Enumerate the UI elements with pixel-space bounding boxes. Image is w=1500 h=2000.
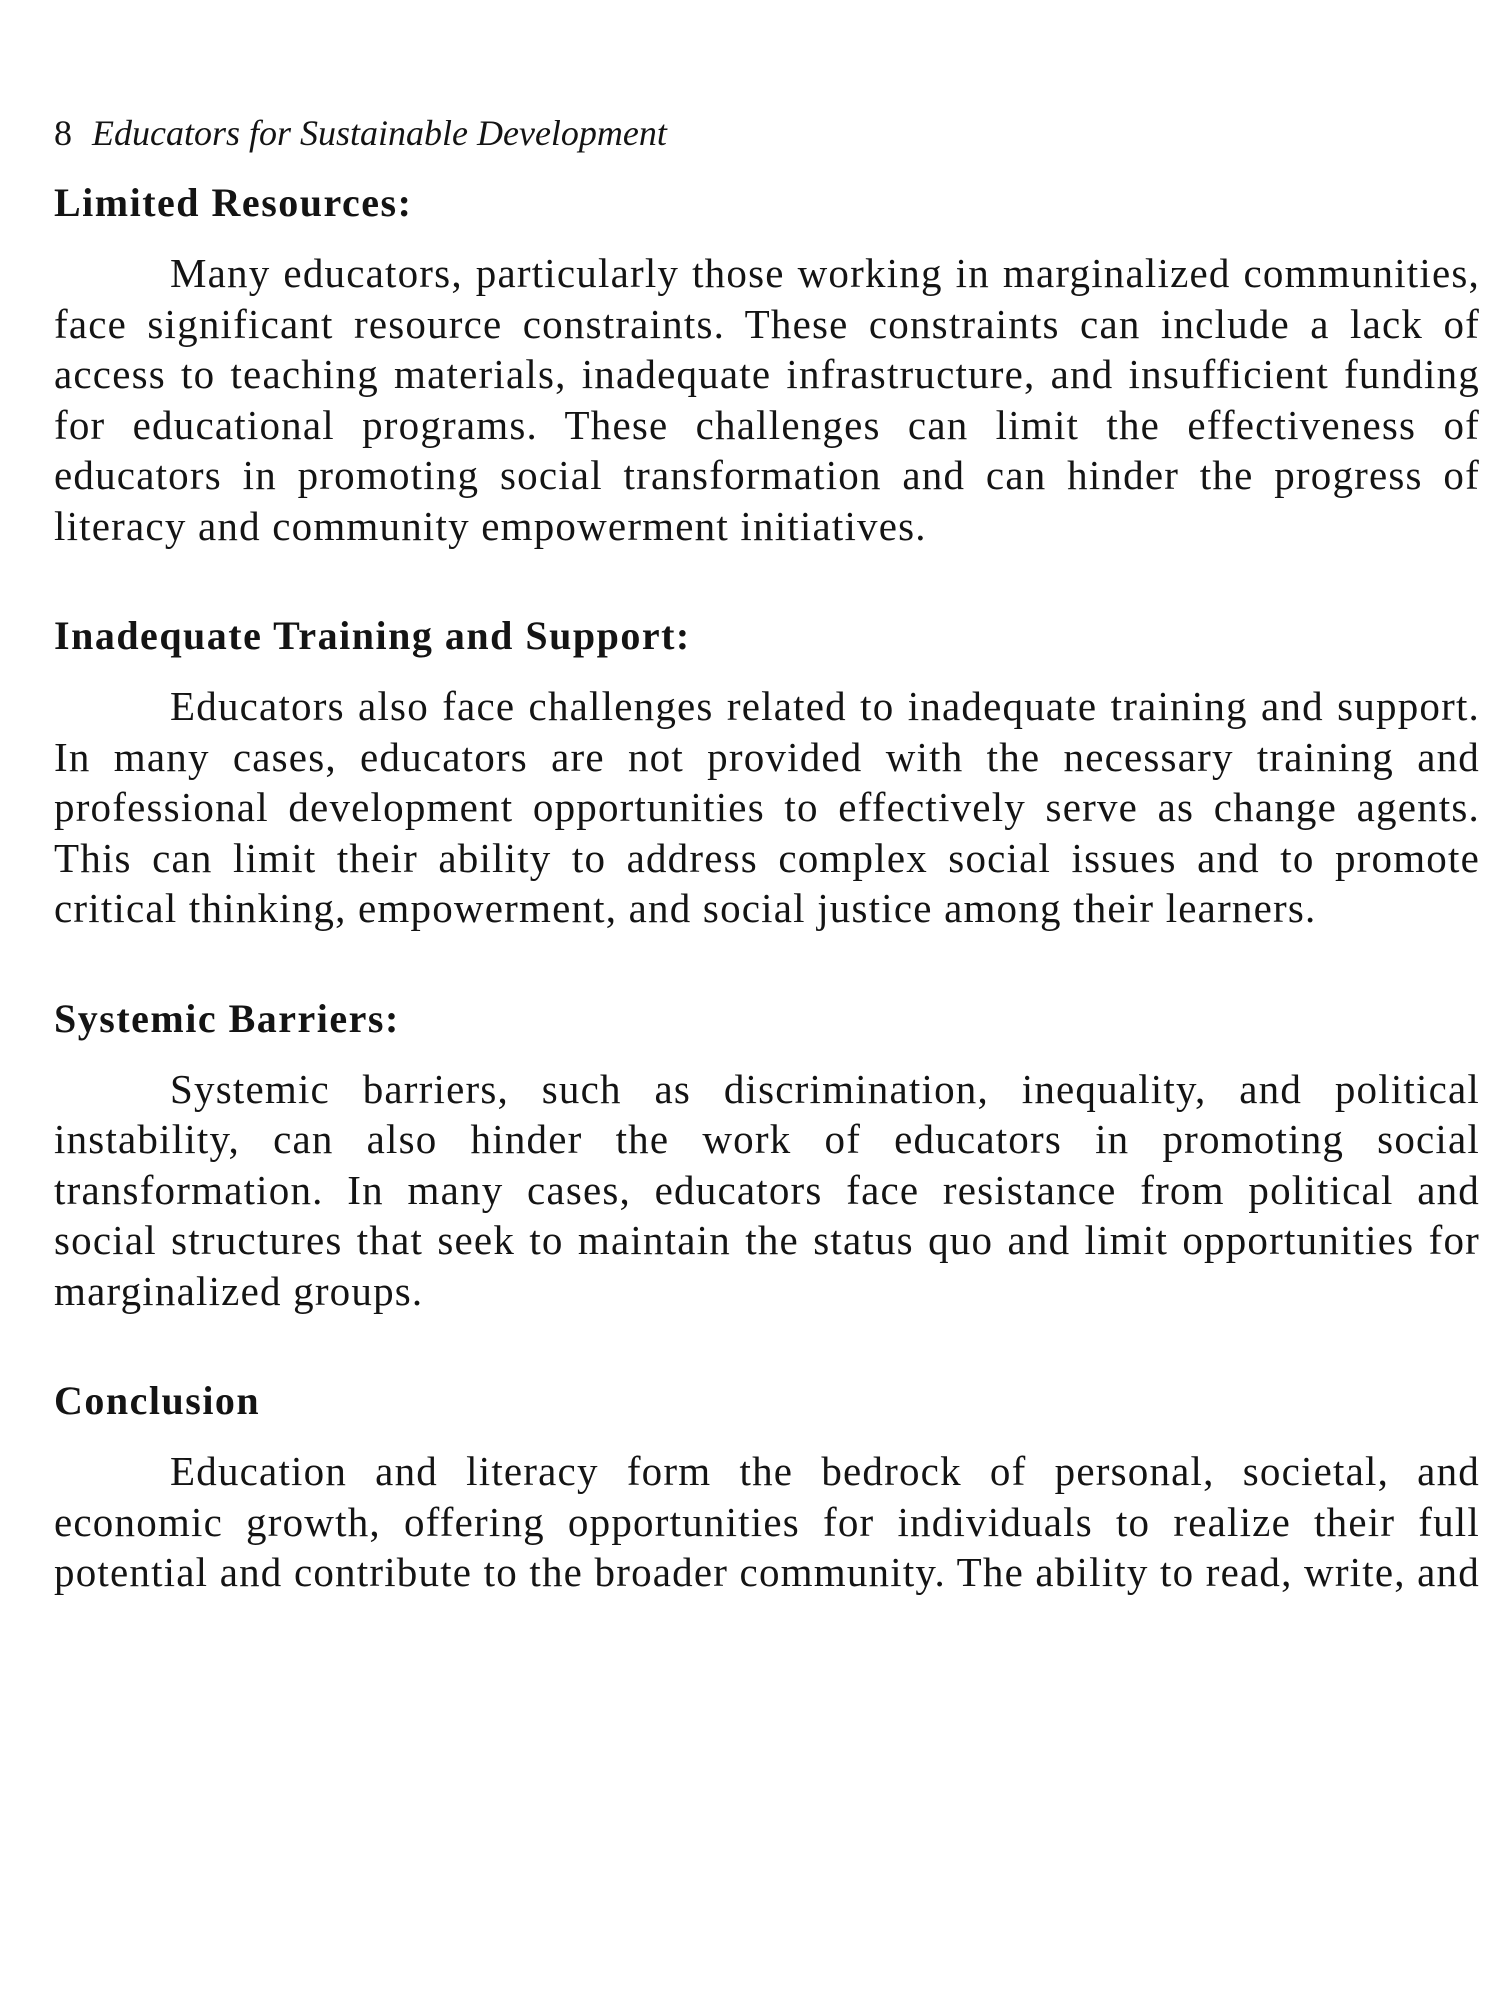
book-page <box>54 110 1480 1598</box>
section-limited-resources <box>54 178 1480 551</box>
section-paragraph: Education and literacy form the bedrock of personal, societal, and economic growth, offering opportunities for individuals to realize their full potential and contribute to the broader community. The ability to read, write, and <box>54 1448 1480 1595</box>
section-paragraph: Systemic barriers, such as discrimination, inequality, and political instability, can also hinder the work of educators in promoting social transformation. In many cases, educators face resistance from political and social structures that seek to maintain the status quo and limit opportunities for marginalized groups. <box>54 1065 1480 1314</box>
section-heading: Inadequate Training and Support: <box>54 613 691 658</box>
section-inadequate-training <box>54 611 1480 934</box>
section-heading: Conclusion <box>54 1378 261 1423</box>
section-heading: Limited Resources: <box>54 180 413 225</box>
section-paragraph: Educators also face challenges related to inadequate training and support. In many cases, educators are not provided with the necessary training and professional development opportunities to effectively serve as change agents. This can limit their ability to address complex social issues and to promote critical thinking, empowerment, and social justice among their learners. <box>54 683 1480 931</box>
section-conclusion <box>54 1376 1480 1598</box>
section-paragraph: Many educators, particularly those working in marginalized communities, face significant resource constraints. These constraints can include a lack of access to teaching materials, inadequate infrastructure, and insufficient funding for educational programs. These challenges can limit the effectiveness of educators in promoting social transformation and can hinder the progress of literacy and community empowerment initiatives. <box>54 250 1480 549</box>
section-systemic-barriers <box>54 994 1480 1317</box>
running-head <box>54 110 1480 156</box>
page-number: 8 <box>54 113 72 153</box>
section-heading: Systemic Barriers: <box>54 995 400 1041</box>
book-title: Educators for Sustainable Development <box>92 113 667 153</box>
